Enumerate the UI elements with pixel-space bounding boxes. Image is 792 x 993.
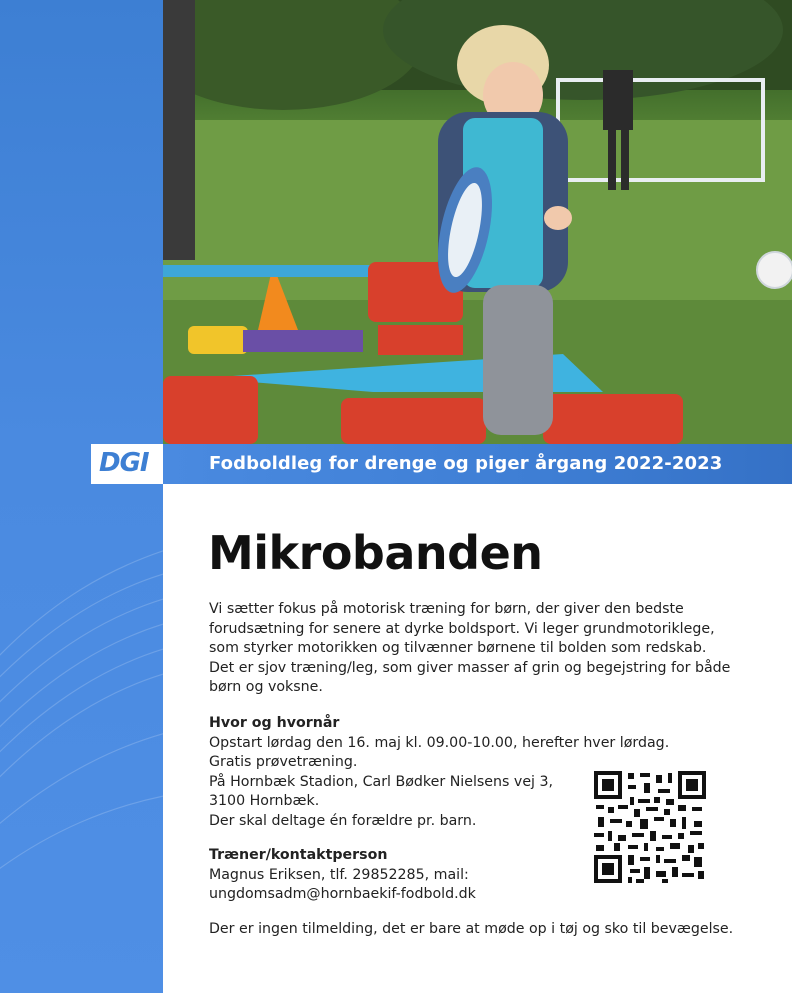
hero-photo [163, 0, 792, 444]
dgi-logo [91, 444, 163, 484]
intro-line: som styrker motorikken og tilvænner børnene til bolden som redskab. [209, 640, 707, 657]
intro-line: børn og voksne. [209, 679, 323, 696]
page-title: Mikrobanden [208, 526, 543, 580]
qr-code[interactable] [594, 771, 706, 883]
band-title: Fodboldleg for drenge og piger årgang 2022-2023 [209, 453, 723, 474]
title-band [163, 444, 792, 484]
side-arcs-decoration [0, 0, 163, 993]
intro-line: forudsætning for senere at dyrke boldsport. Vi leger grundmotoriklege, [209, 620, 715, 637]
where-when-line: Opstart lørdag den 16. maj kl. 09.00-10.00, herefter hver lørdag. [209, 734, 670, 751]
intro-line: Det er sjov træning/leg, som giver masser af grin og begejstring for både [209, 659, 731, 676]
contact-heading: Træner/kontaktperson [209, 847, 388, 863]
footer-note [209, 920, 784, 940]
where-when-heading: Hvor og hvornår [209, 715, 340, 731]
where-when-line: På Hornbæk Stadion, Carl Bødker Nielsens vej 3, [209, 773, 554, 790]
where-when-line: 3100 Hornbæk. [209, 793, 320, 810]
dgi-logo-text: DGI [99, 448, 149, 478]
intro-paragraph [209, 600, 769, 698]
intro-line: Vi sætter fokus på motorisk træning for børn, der giver den bedste [209, 601, 684, 617]
where-when-line: Der skal deltage én forældre pr. barn. [209, 812, 477, 829]
footer-note-text: Der er ingen tilmelding, det er bare at møde op i tøj og sko til bevægelse. [209, 921, 734, 937]
contact-email: ungdomsadm@hornbaekif-fodbold.dk [209, 886, 476, 903]
side-band [0, 0, 163, 993]
where-when-line: Gratis prøvetræning. [209, 754, 358, 771]
contact-line: Magnus Eriksen, tlf. 29852285, mail: [209, 866, 469, 883]
